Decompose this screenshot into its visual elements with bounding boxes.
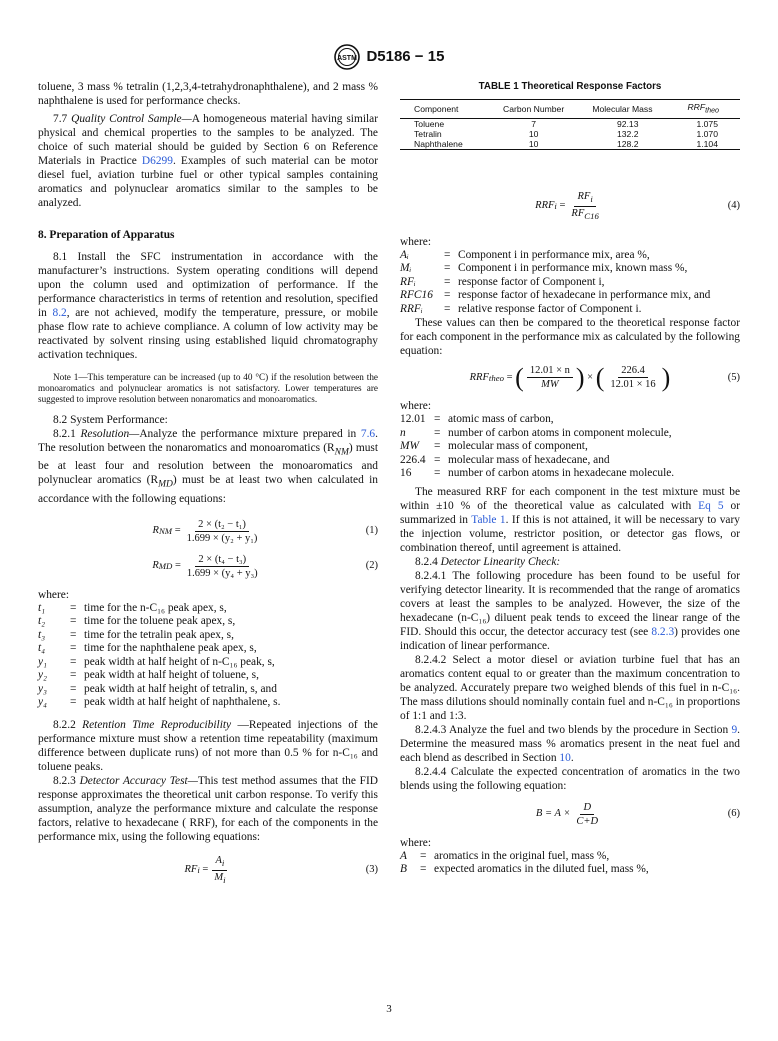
def-eq: = — [70, 615, 77, 628]
definition-list-4 — [400, 249, 740, 317]
def-symbol: y₃ — [38, 682, 48, 695]
table-header-sub: theo — [705, 106, 720, 115]
def-text: time for the naphthalene peak apex, s, — [84, 642, 257, 655]
right-column — [400, 80, 740, 877]
def-eq: = — [444, 275, 451, 288]
def-eq: = — [70, 601, 77, 614]
def-text: response factor of Component i, — [458, 275, 605, 288]
paragraph-text: . If this is not attained, it will be necessary to vary the injection volume, restrictor position, or detector gas flows, or combination thereof, until agreement is attained. — [400, 513, 740, 554]
table-cell: 7 — [531, 118, 537, 129]
table-cell: 1.075 — [696, 118, 718, 129]
paragraph-8-2-4 — [400, 555, 740, 569]
def-text: time for the n-C₁₆ peak apex, s, — [84, 601, 227, 614]
paragraph-8-2-4-4: 8.2.4.4 Calculate the expected concentration of aromatics in the two blends using the following equation: — [400, 765, 740, 792]
equation-number: (6) — [727, 808, 740, 820]
section-number: 7.7 — [53, 113, 68, 125]
paren-open: ( — [515, 362, 524, 392]
equation-number: (3) — [365, 864, 378, 876]
def-eq: = — [434, 426, 441, 439]
section-number: 8.2.1 — [53, 428, 76, 440]
paragraph-text: ) must be at least four and resolution between the monoaromatics and polynuclear aromatics (R — [38, 442, 378, 487]
def-eq: = — [434, 467, 441, 480]
designation: D5186 − 15 — [366, 48, 445, 65]
note-1: Note 1—This temperature can be increased (up to 40 °C) if the resolution between the monoaromatics and polynuclear aromatics is not satisfactory. Lower temperatures are suggested to improve resolution between nonaromatics and monoaromatics. — [38, 372, 378, 404]
eq-denominator — [211, 871, 228, 887]
page-header — [0, 44, 778, 70]
equation-6 — [400, 801, 740, 828]
eq-fraction — [527, 364, 573, 391]
def-text: Component i in performance mix, known mass %, — [458, 262, 688, 275]
section-title: Retention Time Reproducibility — [82, 718, 232, 731]
table-cell: 92.13 — [616, 118, 639, 129]
paragraph-text: The measured RRF for each component in the test mixture must be within ±10 % of the theoretical value as calculated with — [400, 485, 740, 512]
definition-list-6 — [400, 850, 740, 877]
svg-text:ASTM: ASTM — [336, 55, 357, 62]
table-header-cell: Component — [400, 100, 489, 119]
table-header-cell — [666, 100, 740, 119]
eq-denominator-sub: C16 — [584, 210, 599, 221]
equation-2: R MD = $\frac{\text{2 × (t₄ − t₃)}}{\text{1.699 × (y₄ + y₃)}}$ (2) — [152, 553, 378, 579]
paragraph-8-2-3 — [38, 774, 378, 844]
equation-1: R NM = $\frac{\text{2 × (t₂ − t₁)}}{\text{1.699 × (y₂ + y₁)}}$ (1) — [152, 518, 378, 544]
where-label: where: — [400, 836, 431, 849]
def-text: time for the tetralin peak apex, s, — [84, 628, 234, 641]
table-cell: 10 — [528, 128, 539, 139]
eq-lhs: R — [152, 560, 159, 572]
equation-5: RRF theo = ( $\frac{12.01 \times n}{MW}$ ) × ( $\frac{226.4}{12.01 \times 16}$ ) (5) — [469, 362, 740, 392]
section-title: Detector Accuracy Test— — [79, 774, 198, 787]
eq-numerator: D — [580, 801, 594, 815]
def-symbol: t₃ — [38, 628, 46, 641]
def-symbol: 12.01 — [400, 413, 426, 426]
paragraph-perf-mix: toluene, 3 mass % tetralin (1,2,3,4-tetrahydronaphthalene), and 2 mass % naphthalene is used for performance checks. — [38, 81, 378, 107]
eq-denominator: C+D — [576, 815, 599, 827]
table-cell: 1.104 — [666, 139, 740, 150]
equation-number: (5) — [727, 371, 740, 383]
def-text: molecular mass of component, — [448, 440, 588, 453]
paragraph-text: 8.1 Install the SFC instrumentation in accordance with the manufacturer’s instructions. System operating conditions will depend upon the column used and optimization of performance. If the performance characteristics in terms of retention and resolution, specified in — [38, 251, 378, 319]
def-text: time for the toluene peak apex, s, — [84, 615, 236, 628]
eq-numerator-sub: i — [221, 857, 225, 868]
eq-numerator — [212, 854, 227, 871]
paragraph-text: This test method assumes that the FID response approximates the theoretical unit carbon response. To verify this assumption, analyze the performance mixture and calculate the response factors, relative to hexadecane ( RRF), for each of the components in the performance mix, using the following equations: — [38, 774, 378, 843]
def-eq: = — [70, 628, 77, 641]
def-eq: = — [70, 696, 77, 709]
def-symbol: t₁ — [38, 601, 46, 614]
def-symbol: RRFᵢ — [400, 302, 423, 315]
def-eq: = — [444, 248, 451, 261]
def-eq: = — [434, 453, 441, 466]
paragraph-text: or summarized in — [400, 499, 740, 526]
def-eq: = — [70, 682, 77, 695]
def-text: peak width at half height of naphthalene, s. — [84, 696, 281, 709]
paragraph-7-7 — [38, 112, 378, 210]
eq-fraction — [184, 518, 261, 545]
eq-numerator: 12.01 × n — [527, 364, 573, 378]
eq-lhs-sub: MD — [158, 561, 173, 572]
equation-number: (2) — [365, 560, 378, 572]
paragraph-text: , are not achieved, modify the temperature, pressure, or mobile phase flow rate to achieve compliance. A column of low activity may be reactivated by solvent rinsing using established liquid chromatography activation techniques. — [38, 307, 378, 361]
table-row — [400, 139, 740, 150]
def-text: number of carbon atoms in hexadecane molecule. — [448, 467, 675, 480]
def-text: aromatics in the original fuel, mass %, — [434, 849, 610, 862]
eq-fraction — [211, 854, 228, 887]
table-row — [400, 118, 740, 129]
table-cell: 1.070 — [696, 128, 718, 139]
section-number: 8.2.3 — [53, 774, 76, 787]
def-eq: = — [434, 413, 441, 426]
eq-numerator: 2 × (t₂ − t₁) — [195, 518, 249, 532]
paragraph-8-2-2 — [38, 718, 378, 774]
eq-denominator: 1.699 × (y₂ + y₁) — [186, 532, 258, 544]
def-symbol: RFᵢ — [400, 275, 416, 288]
def-eq: = — [444, 289, 451, 302]
def-symbol: n — [400, 426, 406, 439]
table-cell: Toluene — [414, 118, 445, 129]
def-eq: = — [420, 849, 427, 862]
def-symbol: t₄ — [38, 642, 46, 655]
def-eq: = — [70, 669, 77, 682]
def-text: molecular mass of hexadecane, and — [448, 453, 610, 466]
equation-4: RRF i = $\frac{RF_i}{RF_{C16}}$ (4) — [535, 190, 740, 221]
paragraph-measured-rrf — [400, 485, 740, 555]
subscript: NM — [334, 447, 349, 458]
paragraph-8-2: 8.2 System Performance: — [53, 414, 168, 426]
eq-denominator: 12.01 × 16 — [610, 379, 656, 391]
table-1 — [400, 99, 740, 150]
def-eq: = — [70, 655, 77, 668]
def-symbol: t₂ — [38, 615, 46, 628]
eq-fraction — [573, 801, 601, 828]
where-label: where: — [400, 235, 431, 248]
paragraph-8-2-1 — [38, 427, 378, 506]
def-eq: = — [70, 642, 77, 655]
def-text: atomic mass of carbon, — [448, 413, 554, 426]
paren-close: ) — [661, 362, 671, 392]
where-label: where: — [400, 400, 431, 413]
eq-numerator — [574, 190, 595, 207]
left-column — [38, 80, 378, 895]
paragraph-8-2-4-3 — [400, 723, 740, 765]
paragraph-8-2-4-2: 8.2.4.2 Select a motor diesel or aviation turbine fuel that has an aromatics content equal to or greater than the maximum concentration to be analyzed. Accurately prepare two weighed blends of this fuel in n-C₁₆. The mass dilutions should nominally contain fuel and n-C₁₆ in proportions of 1:1 and 1:3. — [400, 653, 740, 722]
table-cell: Tetralin — [414, 128, 442, 139]
def-symbol: RFC16 — [400, 289, 433, 302]
table-cell: 132.2 — [616, 128, 639, 139]
table-row — [400, 129, 740, 139]
subscript: MD — [158, 479, 173, 490]
def-text: Component i in performance mix, area %, — [458, 248, 650, 261]
eq-lhs: RF — [184, 864, 198, 876]
paragraph-text: . Determine the measured mass % aromatics present in the neat fuel and each blend as described in Section — [400, 723, 740, 764]
def-symbol: 16 — [400, 467, 412, 480]
section-number: 8.2.4 — [415, 555, 438, 568]
def-symbol: B — [400, 863, 407, 876]
paragraph-text: —Repeated injections of the performance mixture must show a retention time repeatability (maximum difference between duplicate runs) of not more than 0.5 % for n-C₁₆ and toluene peaks. — [38, 718, 378, 773]
def-eq: = — [434, 440, 441, 453]
paragraph-text: A homogeneous material having similar physical and chemical properties to the samples to be analyzed. The choice of such material should be guided by Section 6 on Reference Materials in Practice — [38, 113, 379, 167]
paragraph-8-1 — [38, 250, 378, 362]
def-eq: = — [420, 863, 427, 876]
def-symbol: y₂ — [38, 669, 48, 682]
link-8-2-3[interactable]: 8.2.3 — [651, 625, 675, 638]
eq-numerator: 2 × (t₄ − t₃) — [195, 553, 249, 567]
paragraph-text: Analyze the performance mixture prepared in — [139, 428, 361, 440]
eq-lhs-sub: theo — [488, 372, 504, 383]
paragraph-8-2-4-1 — [400, 569, 740, 653]
paragraph-text: . Examples of such material can be motor diesel fuel, aviation turbine fuel or other typical samples containing aromatics and polynuclear aromatics similar to the samples to be analyzed. — [38, 155, 378, 209]
eq-denominator-text: RF — [571, 207, 585, 219]
table-cell: 10 — [489, 139, 578, 150]
paragraph-text: 8.2.4.3 Analyze the fuel and two blends by the procedure in Section — [415, 723, 732, 736]
link-d6299[interactable]: D6299 — [141, 155, 173, 167]
eq-denominator: MW — [541, 379, 559, 391]
where-label: where: — [38, 588, 69, 601]
def-text: peak width at half height of n-C₁₆ peak, s, — [84, 655, 275, 668]
equation-3: RF i = $\frac{A_i}{M_i}$ (3) — [184, 854, 378, 885]
eq-lhs: B = A × — [535, 808, 571, 820]
eq-fraction — [568, 190, 601, 223]
page-number: 3 — [386, 1003, 392, 1015]
eq-denominator — [568, 207, 601, 223]
eq-numerator-sub: i — [590, 193, 593, 204]
paren-close: ) — [575, 362, 585, 392]
eq-denominator: 1.699 × (y₄ + y₃) — [186, 567, 258, 579]
paragraph-text: . The resolution between the nonaromatics and monoaromatics (R — [38, 428, 378, 454]
def-text: relative response factor of Component i. — [458, 302, 642, 315]
paragraph-text: . — [570, 751, 574, 764]
def-eq: = — [444, 302, 451, 315]
link-eq-5[interactable]: Eq 5 — [698, 499, 724, 512]
def-text: peak width at half height of tetralin, s, and — [84, 682, 277, 695]
def-eq: = — [444, 262, 451, 275]
table-header-cell: Carbon Number — [489, 100, 578, 119]
definition-list-5 — [400, 413, 740, 481]
eq-fraction — [607, 364, 658, 391]
def-symbol: y₄ — [38, 696, 48, 709]
eq-lhs: R — [152, 525, 159, 537]
def-text: peak width at half height of toluene, s, — [84, 669, 259, 682]
link-7-6[interactable]: 7.6 — [360, 428, 376, 440]
def-text: expected aromatics in the diluted fuel, mass %, — [434, 863, 649, 876]
eq-fraction — [184, 553, 261, 580]
section-number: 8.2.2 — [53, 718, 76, 731]
eq-denominator-text: M — [214, 871, 224, 883]
eq-numerator-text: RF — [577, 190, 591, 202]
def-text: response factor of hexadecane in performance mix, and — [458, 289, 711, 302]
table-header-text: RRF — [687, 102, 706, 112]
def-symbol: 226.4 — [400, 453, 426, 466]
def-text: number of carbon atoms in component molecule, — [448, 426, 672, 439]
def-symbol: Aᵢ — [400, 248, 409, 261]
eq-lhs-sub: i — [554, 201, 557, 212]
def-symbol: A — [400, 849, 407, 862]
astm-logo-icon — [334, 44, 360, 70]
paren-open: ( — [595, 362, 605, 392]
table-header-cell: Molecular Mass — [578, 100, 666, 119]
eq-lhs: RRF — [535, 200, 555, 212]
equation-number: (4) — [727, 200, 740, 212]
def-symbol: y₁ — [38, 655, 48, 668]
eq-lhs-sub: i — [197, 865, 200, 876]
def-symbol: MW — [400, 440, 419, 453]
link-8-2[interactable]: 8.2 — [52, 307, 67, 319]
eq-numerator-text: A — [215, 854, 222, 866]
paragraph-text: 8.2.4.1 The following procedure has been found to be useful for verifying detector linearity. It is recommended that the range of aromatics covers at least the samples to be analyzed. However, the size of the hexadecane (n-C₁₆) diluent peak tends to exceed the linear range of the FID. Should this occur, the detector accuracy test (see — [400, 569, 740, 638]
eq-lhs: RRF — [469, 371, 489, 383]
section-title: Resolution— — [80, 428, 140, 440]
paragraph-text: ) provides one indication of linear performance. — [400, 625, 740, 652]
table-cell: 128.2 — [578, 139, 666, 150]
paragraph-theoretical: These values can then be compared to the theoretical response factor for each component in the performance mix as calculated by the following equation: — [400, 317, 740, 358]
table-header-row — [400, 100, 740, 119]
link-table-1[interactable]: Table 1 — [471, 513, 506, 526]
paragraph-text: ) must be at least two when calculated in accordance with the following equations: — [38, 474, 378, 505]
link-section-10[interactable]: 10 — [559, 751, 571, 764]
def-symbol: Mᵢ — [400, 262, 412, 275]
eq-lhs-sub: NM — [158, 526, 173, 537]
definition-list-1 — [38, 602, 378, 710]
link-section-9[interactable]: 9 — [731, 723, 738, 736]
table-cell: Naphthalene — [400, 139, 489, 150]
section-title: Quality Control Sample— — [71, 113, 192, 125]
section-title: Detector Linearity Check: — [440, 555, 561, 568]
eq-numerator: 226.4 — [618, 364, 648, 378]
eq-denominator-sub: i — [223, 874, 226, 885]
table-1-title: TABLE 1 Theoretical Response Factors — [478, 81, 662, 92]
equation-number: (1) — [365, 525, 378, 537]
section-8-heading: 8. Preparation of Apparatus — [38, 229, 175, 241]
